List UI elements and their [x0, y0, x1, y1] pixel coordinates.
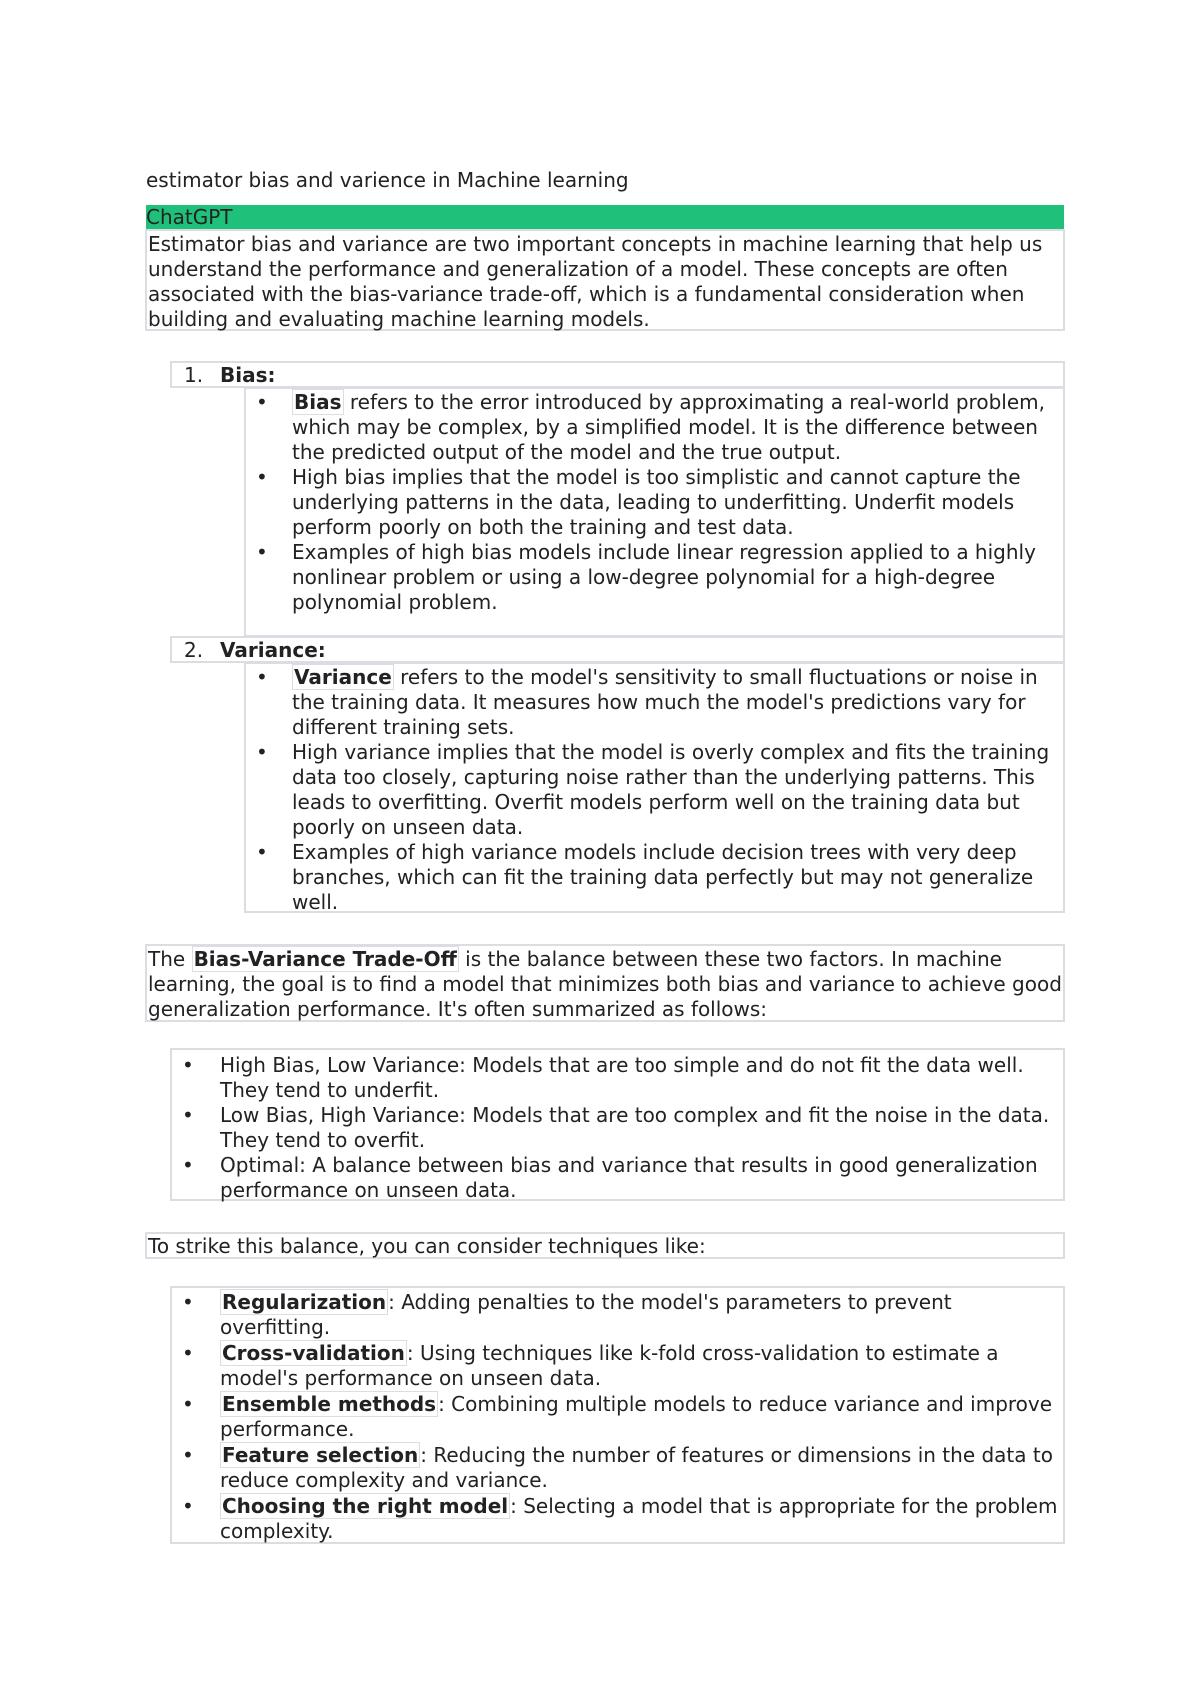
list-item [246, 740, 1063, 840]
bullet-icon: • [256, 540, 268, 564]
page-title: estimator bias and varience in Machine learning [146, 168, 629, 192]
list-item-text: Examples of high variance models include decision trees with very deep branches, which can fit the training data perfectly but may not generalize well. [292, 840, 1034, 914]
list-item [246, 840, 1063, 915]
list-item [172, 1443, 1063, 1493]
list-item-text: High Bias, Low Variance: Models that are too simple and do not fit the data well. They tend to underfit. [220, 1053, 1024, 1102]
bullet-icon: • [256, 390, 268, 414]
list-item-text: : Adding penalties to the model's parameters to prevent overfitting. [220, 1290, 952, 1339]
bullet-icon: • [256, 840, 268, 864]
term-highlight: Cross-validation [222, 1341, 405, 1365]
list-item-text: Low Bias, High Variance: Models that are too complex and fit the noise in the data. They tend to overfit. [220, 1103, 1050, 1152]
section-label: Variance: [220, 638, 326, 662]
tradeoff-paragraph [145, 944, 1065, 1022]
intro-paragraph: Estimator bias and variance are two important concepts in machine learning that help us understand the performance and generalization of a model. These concepts are often associated with the bias-variance trade-off, which is a fundamental consideration when building and evaluating machine learning models. [145, 229, 1065, 331]
list-item [172, 1053, 1063, 1103]
list-item-text: High bias implies that the model is too simplistic and cannot capture the underlying patterns in the data, leading to underfitting. Underfit models perform poorly on both the training and test data. [292, 465, 1021, 539]
variance-bullet-list [244, 662, 1065, 913]
bullet-icon: • [182, 1053, 194, 1077]
section-heading-bias [170, 361, 1065, 388]
speaker-label-bar: ChatGPT [146, 205, 1064, 230]
list-item [172, 1494, 1063, 1544]
techniques-bullet-list [170, 1286, 1065, 1544]
list-item-text: refers to the model's sensitivity to small fluctuations or noise in the training data. It measures how much the model's predictions vary for different training sets. [292, 665, 1038, 739]
section-heading-variance [170, 636, 1065, 663]
bullet-icon: • [256, 465, 268, 489]
section-number: 1. [184, 363, 204, 387]
list-item-text: High variance implies that the model is overly complex and fits the training data too closely, capturing noise rather than the underlying patterns. This leads to overfitting. Overfit models perform well on the training data but poorly on unseen data. [292, 740, 1050, 839]
bias-bullet-list [244, 387, 1065, 637]
section-number: 2. [184, 638, 204, 662]
list-item [172, 1290, 1063, 1340]
bullet-icon: • [256, 665, 268, 689]
list-item-text: : Using techniques like k-fold cross-validation to estimate a model's performance on unseen data. [220, 1341, 999, 1390]
bullet-icon: • [182, 1290, 194, 1314]
tradeoff-text-after: is the balance between these two factors. In machine learning, the goal is to find a model that minimizes both bias and variance to achieve good generalization performance. It's often summarized as follows: [148, 947, 1062, 1021]
bullet-icon: • [182, 1341, 194, 1365]
list-item-text: refers to the error introduced by approximating a real-world problem, which may be complex, by a simplified model. It is the difference between the predicted output of the model and the true output. [292, 390, 1045, 464]
bullet-icon: • [182, 1443, 194, 1467]
list-item [172, 1153, 1063, 1203]
list-item [246, 540, 1063, 615]
bullet-icon: • [182, 1153, 194, 1177]
list-item-text: Examples of high bias models include linear regression applied to a highly nonlinear problem or using a low-degree polynomial for a high-degree polynomial problem. [292, 540, 1036, 614]
bullet-icon: • [182, 1494, 194, 1518]
list-item [246, 465, 1063, 540]
list-item [172, 1103, 1063, 1153]
term-highlight: Regularization [222, 1290, 387, 1314]
list-item [172, 1341, 1063, 1391]
list-item-text: : Combining multiple models to reduce variance and improve performance. [220, 1392, 1053, 1441]
term-highlight: Choosing the right model [222, 1494, 509, 1518]
term-highlight: Ensemble methods [222, 1392, 437, 1416]
list-item [246, 665, 1063, 740]
summary-bullet-list [170, 1048, 1065, 1201]
bullet-icon: • [182, 1392, 194, 1416]
bullet-icon: • [182, 1103, 194, 1127]
list-item [246, 390, 1063, 465]
term-highlight: Bias [294, 390, 342, 414]
list-item-text: : Reducing the number of features or dimensions in the data to reduce complexity and variance. [220, 1443, 1053, 1492]
bullet-icon: • [256, 740, 268, 764]
section-label: Bias: [220, 363, 276, 387]
term-highlight: Bias-Variance Trade-Off [193, 947, 457, 971]
list-item-text: : Selecting a model that is appropriate for the problem complexity. [220, 1494, 1058, 1543]
list-item [172, 1392, 1063, 1442]
tradeoff-text-before: The [148, 947, 192, 971]
list-item-text: Optimal: A balance between bias and variance that results in good generalization performance on unseen data. [220, 1153, 1038, 1202]
techniques-intro: To strike this balance, you can consider techniques like: [145, 1232, 1065, 1259]
term-highlight: Feature selection [222, 1443, 419, 1467]
term-highlight: Variance [294, 665, 392, 689]
